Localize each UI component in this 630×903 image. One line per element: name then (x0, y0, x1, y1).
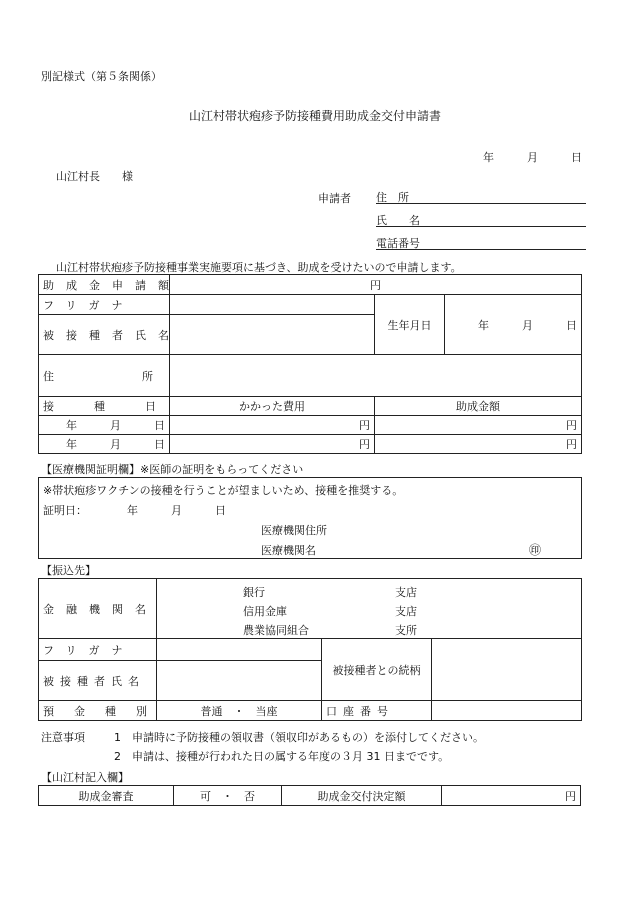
bank-table (38, 578, 582, 721)
cost-2[interactable]: 円 (170, 435, 375, 454)
bank-furigana-field[interactable] (157, 639, 322, 661)
review-label: 助成金審査 (39, 786, 174, 806)
deposit-options[interactable]: 普通 ・ 当座 (157, 701, 322, 721)
address-label: 住 所 (376, 191, 409, 204)
application-table (38, 274, 582, 454)
furigana-label: フリガナ (39, 295, 170, 315)
patient-name-field[interactable] (170, 315, 375, 355)
medical-box (38, 477, 582, 559)
notes-label: 注意事項 (41, 731, 85, 744)
institution-field[interactable] (157, 579, 582, 639)
dob-field[interactable]: 年 月 日 (445, 295, 582, 355)
applicant-name-field[interactable] (376, 212, 586, 227)
subsidy-2[interactable]: 円 (375, 435, 582, 454)
institution-address-label: 医療機関住所 (261, 524, 327, 537)
furigana-field[interactable] (170, 295, 375, 315)
village-table (38, 785, 581, 806)
decision-label: 助成金交付決定額 (282, 786, 442, 806)
application-date[interactable]: 年 月 日 (483, 151, 582, 164)
vacc-date-label: 接種日 (39, 397, 170, 416)
patient-name-label: 被接種者氏名 (39, 315, 170, 355)
relation-label: 被接種者との続柄 (322, 639, 432, 701)
bank-section-title: 【振込先】 (41, 564, 96, 577)
cert-date[interactable]: 年 月 日 (127, 504, 226, 517)
vacc-date-2[interactable]: 年 月 日 (39, 435, 170, 454)
type-shinkin: 信用金庫 (243, 604, 287, 618)
cost-header: かかった費用 (170, 397, 375, 416)
account-field[interactable] (432, 701, 582, 721)
branch-shinkin: 支店 (395, 604, 417, 618)
type-ja: 農業協同組合 (243, 623, 309, 637)
dob-label: 生年月日 (375, 295, 445, 355)
vacc-date-1[interactable]: 年 月 日 (39, 416, 170, 435)
note-2: 2 申請は、接種が行われた日の属する年度の３月 31 日までです。 (114, 750, 450, 763)
amount-label: 助成金申請額 (39, 275, 170, 295)
applicant-phone-field[interactable] (376, 235, 586, 250)
name-label: 氏 名 (376, 214, 420, 227)
bank-patient-name-field[interactable] (157, 661, 322, 701)
amount-field[interactable] (170, 275, 582, 295)
form-reference: 別記様式（第５条関係） (41, 70, 162, 83)
applicant-address-field[interactable] (376, 189, 586, 204)
village-section-title: 【山江村記入欄】 (41, 771, 129, 784)
addressee: 山江村長 様 (56, 170, 133, 183)
cost-1[interactable]: 円 (170, 416, 375, 435)
intro-text: 山江村帯状疱疹予防接種事業実施要項に基づき、助成を受けたいので申請します。 (56, 261, 462, 274)
decision-amount[interactable]: 円 (442, 786, 581, 806)
cert-date-label: 証明日： (43, 504, 87, 517)
medical-section-title: 【医療機関証明欄】※医師の証明をもらってください (41, 463, 304, 476)
deposit-label: 預金種別 (39, 701, 157, 721)
account-label: 口座番号 (322, 701, 432, 721)
relation-field[interactable] (432, 639, 582, 701)
phone-label: 電話番号 (376, 237, 420, 250)
subsidy-header: 助成金額 (375, 397, 582, 416)
address-label-cell: 住所 (39, 355, 170, 397)
review-options[interactable]: 可 ・ 否 (174, 786, 282, 806)
note-1: 1 申請時に予防接種の領収書（領収印があるもの）を添付してください。 (114, 731, 484, 744)
applicant-label: 申請者 (318, 192, 351, 205)
form-title: 山江村帯状疱疹予防接種費用助成金交付申請書 (188, 109, 441, 123)
branch-bank: 支店 (395, 585, 417, 599)
bank-furigana-label: フリガナ (39, 639, 157, 661)
bank-patient-name-label: 被接種者氏名 (39, 661, 157, 701)
medical-statement: ※帯状疱疹ワクチンの接種を行うことが望ましいため、接種を推奨する。 (43, 484, 404, 497)
institution-label: 金融機関名 (39, 579, 157, 639)
branch-ja: 支所 (395, 623, 417, 637)
amount-unit: 円 (370, 278, 382, 292)
type-bank: 銀行 (243, 585, 265, 599)
subsidy-1[interactable]: 円 (375, 416, 582, 435)
seal-mark: ㊞ (529, 543, 542, 557)
institution-name-label: 医療機関名 (261, 544, 316, 557)
